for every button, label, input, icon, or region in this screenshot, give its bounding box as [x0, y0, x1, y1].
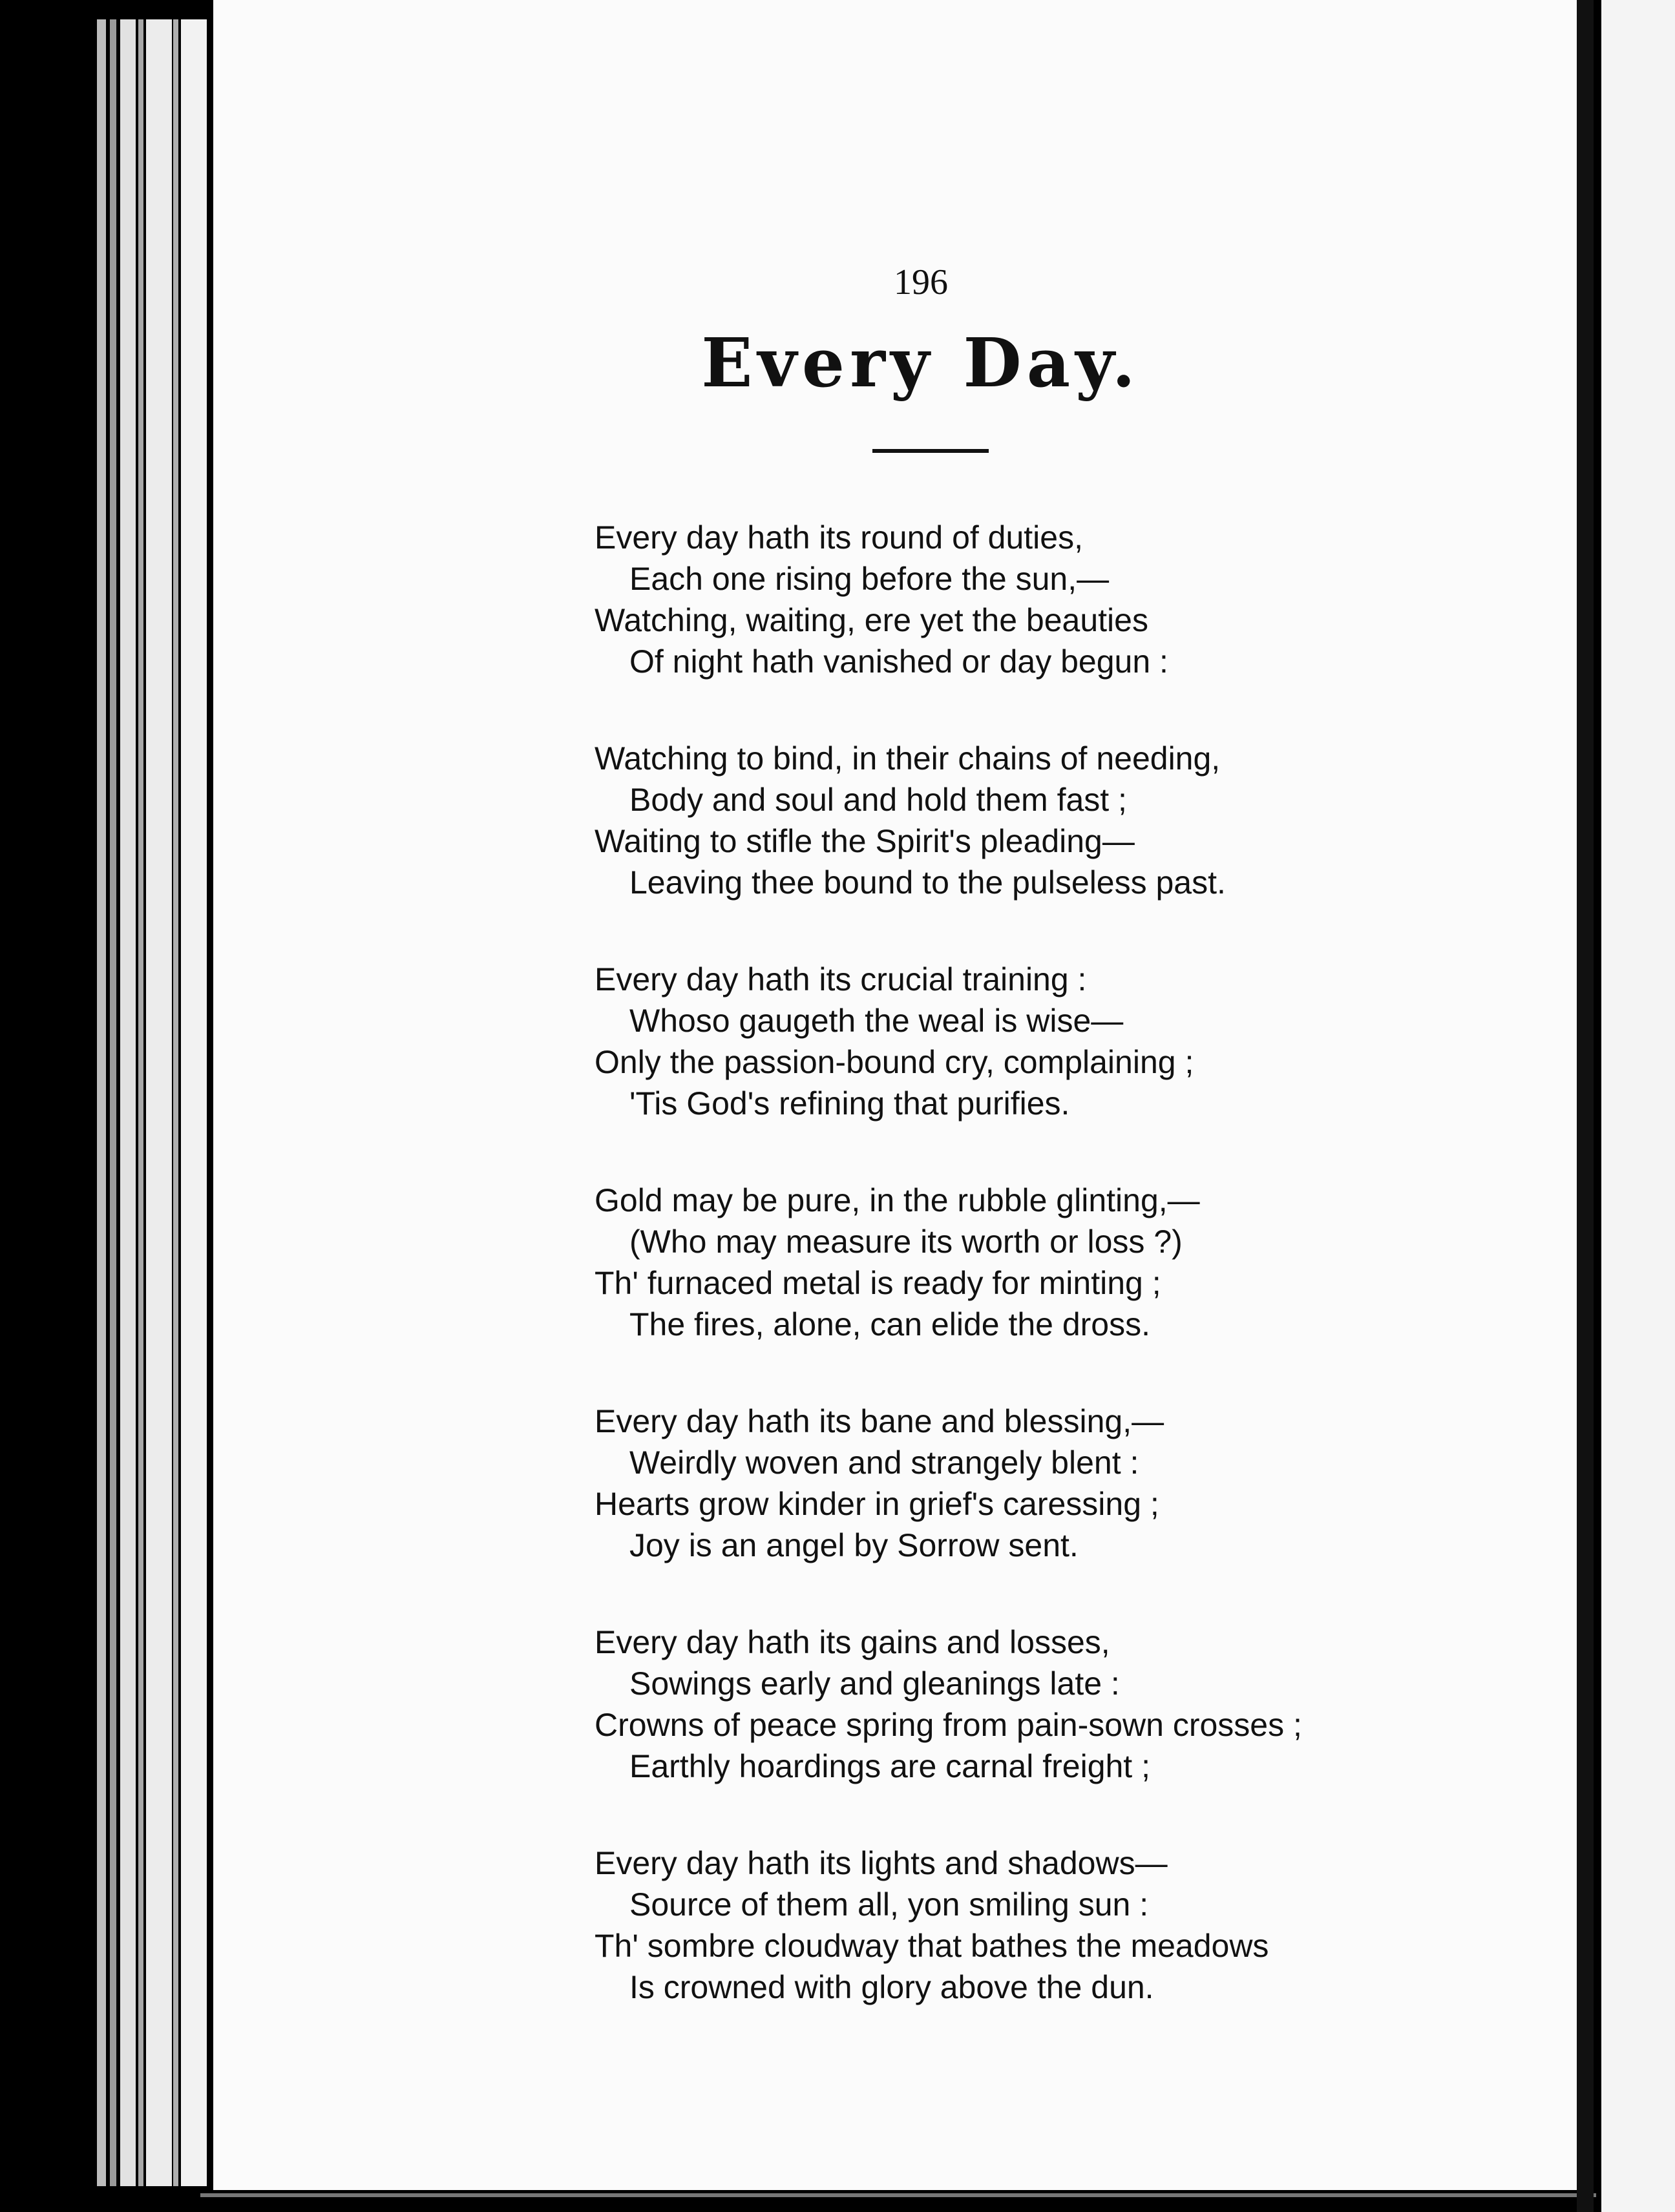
poem-line: Leaving thee bound to the pulseless past.: [629, 864, 1226, 901]
stanza: [595, 517, 1564, 682]
poem-line: Gold may be pure, in the rubble glinting,—: [595, 1182, 1200, 1218]
poem-line: Every day hath its round of duties,: [595, 519, 1083, 556]
page-bottom-edge: [200, 2193, 1596, 2197]
poem-line: Sowings early and gleanings late :: [629, 1665, 1120, 1702]
page-number: 196: [894, 262, 948, 302]
stanza: [595, 959, 1564, 1124]
poem-line: (Who may measure its worth or loss ?): [629, 1224, 1183, 1260]
poem-line: Body and soul and hold them fast ;: [629, 782, 1127, 818]
poem-line: Hearts grow kinder in grief's caressing ;: [595, 1486, 1159, 1522]
poem-body: [595, 517, 1564, 2063]
poem-line: 'Tis God's refining that purifies.: [629, 1085, 1070, 1122]
poem-line: Is crowned with glory above the dun.: [629, 1969, 1154, 2005]
poem-line: Watching, waiting, ere yet the beauties: [595, 602, 1148, 638]
poem-line: Th' sombre cloudway that bathes the meadows: [595, 1928, 1269, 1964]
poem-line: Waiting to stifle the Spirit's pleading—: [595, 823, 1135, 859]
stanza: [595, 1842, 1564, 2008]
stanza: [595, 738, 1564, 903]
poem-line: Earthly hoardings are carnal freight ;: [629, 1748, 1150, 1784]
poem-line: Every day hath its lights and shadows—: [595, 1845, 1168, 1881]
poem-line: Joy is an angel by Sorrow sent.: [629, 1527, 1079, 1563]
poem-line: Source of them all, yon smiling sun :: [629, 1886, 1149, 1923]
poem-line: Each one rising before the sun,—: [629, 561, 1110, 597]
poem-line: Only the passion-bound cry, complaining ;: [595, 1044, 1194, 1080]
poem-line: Of night hath vanished or day begun :: [629, 643, 1168, 680]
stanza: [595, 1622, 1564, 1787]
poem-line: Crowns of peace spring from pain-sown crosses ;: [595, 1707, 1302, 1743]
poem-line: Every day hath its bane and blessing,—: [595, 1403, 1164, 1439]
stanza: [595, 1401, 1564, 1566]
poem-line: The fires, alone, can elide the dross.: [629, 1306, 1151, 1342]
stanza: [595, 1180, 1564, 1345]
poem-line: Every day hath its crucial training :: [595, 961, 1087, 997]
poem-title: Every Day.: [701, 323, 1141, 402]
poem-line: Th' furnaced metal is ready for minting ;: [595, 1265, 1161, 1301]
poem-line: Watching to bind, in their chains of needing,: [595, 740, 1221, 777]
poem-line: Weirdly woven and strangely blent :: [629, 1445, 1139, 1481]
title-rule: [872, 449, 989, 453]
poem-line: Every day hath its gains and losses,: [595, 1624, 1110, 1660]
poem-line: Whoso gaugeth the weal is wise—: [629, 1003, 1124, 1039]
